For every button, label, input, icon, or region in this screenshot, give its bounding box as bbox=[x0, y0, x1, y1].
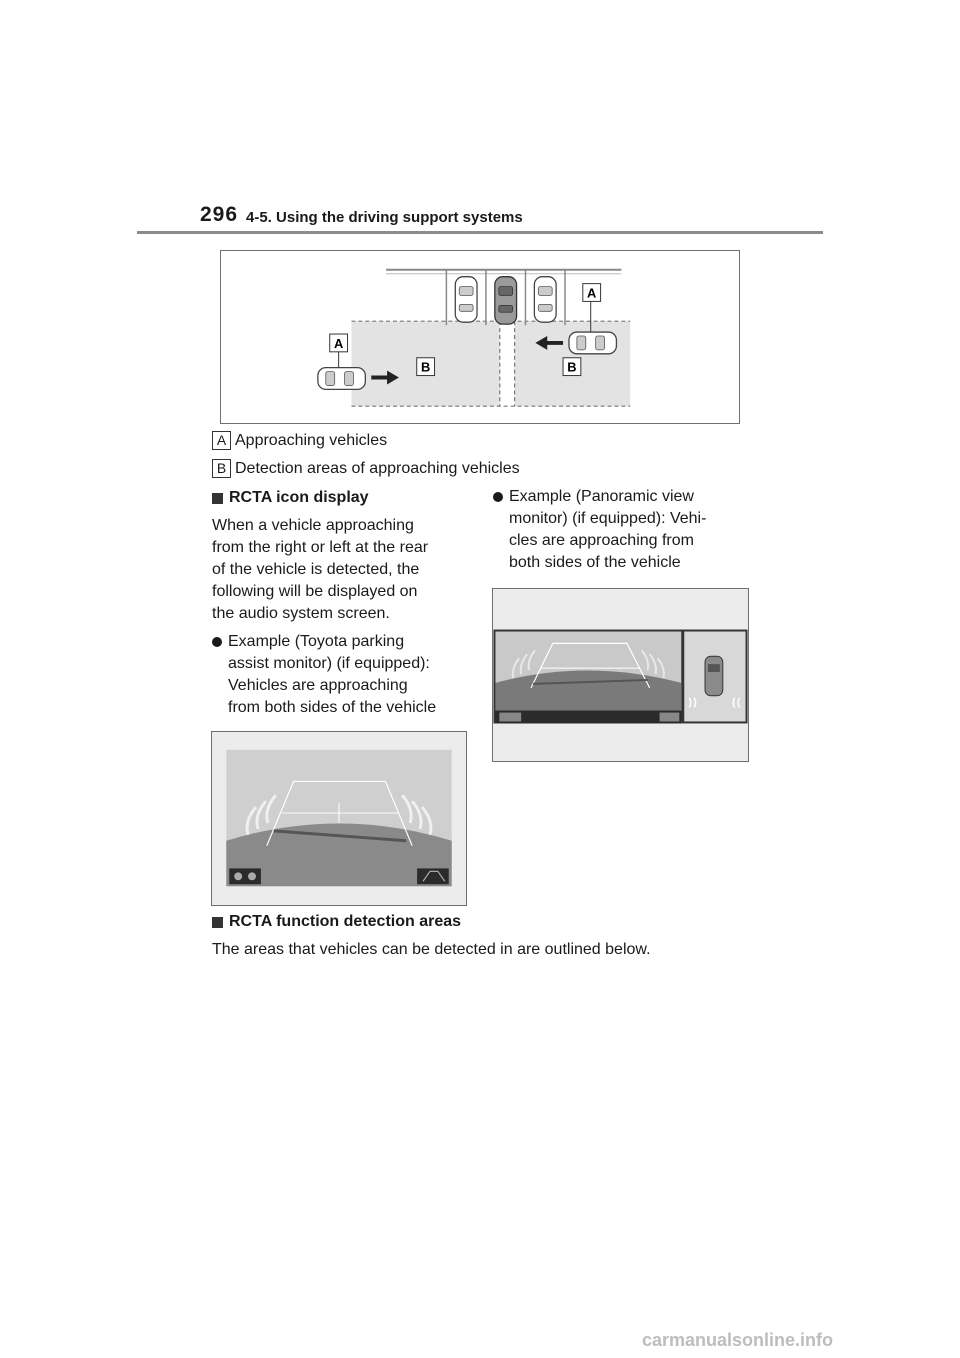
overhead-car-icon bbox=[705, 656, 723, 696]
bullet-dot-icon bbox=[493, 492, 503, 502]
para-line: following will be displayed on bbox=[212, 583, 418, 600]
bullet-line: Vehicles are approaching bbox=[228, 677, 408, 694]
heading-text: RCTA icon display bbox=[229, 489, 369, 506]
bullet-line: monitor) (if equipped): Vehi- bbox=[509, 510, 707, 527]
rcta-paragraph bbox=[212, 515, 428, 625]
bullet-line: from both sides of the vehicle bbox=[228, 699, 437, 716]
label-b-right: B bbox=[567, 359, 577, 375]
legend-text-a: Approaching vehicles bbox=[235, 431, 388, 449]
panoramic-monitor-figure bbox=[492, 588, 749, 762]
own-vehicle bbox=[495, 277, 517, 324]
parking-assist-monitor-svg bbox=[212, 732, 466, 905]
header-rule bbox=[137, 231, 823, 234]
label-b-left: B bbox=[420, 359, 431, 375]
parked-car-1 bbox=[455, 277, 477, 322]
para-line: When a vehicle approaching bbox=[212, 517, 414, 534]
bullet-line: Example (Toyota parking bbox=[228, 633, 405, 650]
bullet-toyota-parking bbox=[212, 631, 472, 721]
bullet-line: Example (Panoramic view bbox=[509, 488, 694, 505]
legend-key-a: A bbox=[212, 431, 231, 450]
detection-areas-paragraph: The areas that vehicles can be detected in are outlined below. bbox=[212, 941, 651, 958]
bullet-line: both sides of the vehicle bbox=[509, 554, 681, 571]
heading-text: RCTA function detection areas bbox=[229, 913, 462, 930]
bullet-panoramic-view bbox=[493, 486, 753, 576]
legend-b bbox=[212, 459, 520, 478]
para-line: the audio system screen. bbox=[212, 605, 390, 622]
page-number: 296 bbox=[200, 203, 239, 226]
approaching-car-left bbox=[318, 368, 365, 390]
parking-lot-diagram bbox=[220, 250, 740, 424]
label-a-left: A bbox=[334, 335, 344, 351]
parking-assist-monitor-figure bbox=[211, 731, 467, 906]
bullet-line: cles are approaching from bbox=[509, 532, 694, 549]
heading-square-icon bbox=[212, 917, 223, 928]
parked-car-2 bbox=[534, 277, 556, 322]
bullet-line: assist monitor) (if equipped): bbox=[228, 655, 430, 672]
section-title: 4-5. Using the driving support systems bbox=[246, 209, 523, 226]
heading-rcta-detection-areas bbox=[212, 913, 461, 931]
heading-square-icon bbox=[212, 493, 223, 504]
bullet-dot-icon bbox=[212, 637, 222, 647]
camera-view-icon bbox=[417, 868, 449, 884]
camera-view-icon bbox=[660, 713, 680, 722]
parking-lot-svg bbox=[221, 251, 739, 423]
rcta-status-icon bbox=[499, 713, 521, 722]
legend-a bbox=[212, 431, 387, 450]
watermark: carmanualsonline.info bbox=[642, 1330, 834, 1350]
approaching-car-right bbox=[569, 332, 616, 354]
label-a-right: A bbox=[587, 285, 597, 301]
para-line: of the vehicle is detected, the bbox=[212, 561, 420, 578]
legend-text-b: Detection areas of approaching vehicles bbox=[235, 459, 520, 477]
heading-rcta-icon-display bbox=[212, 489, 369, 507]
panoramic-monitor-svg bbox=[493, 589, 748, 761]
para-line: from the right or left at the rear bbox=[212, 539, 429, 556]
legend-key-b: B bbox=[212, 459, 231, 478]
rcta-status-icon bbox=[229, 868, 261, 884]
